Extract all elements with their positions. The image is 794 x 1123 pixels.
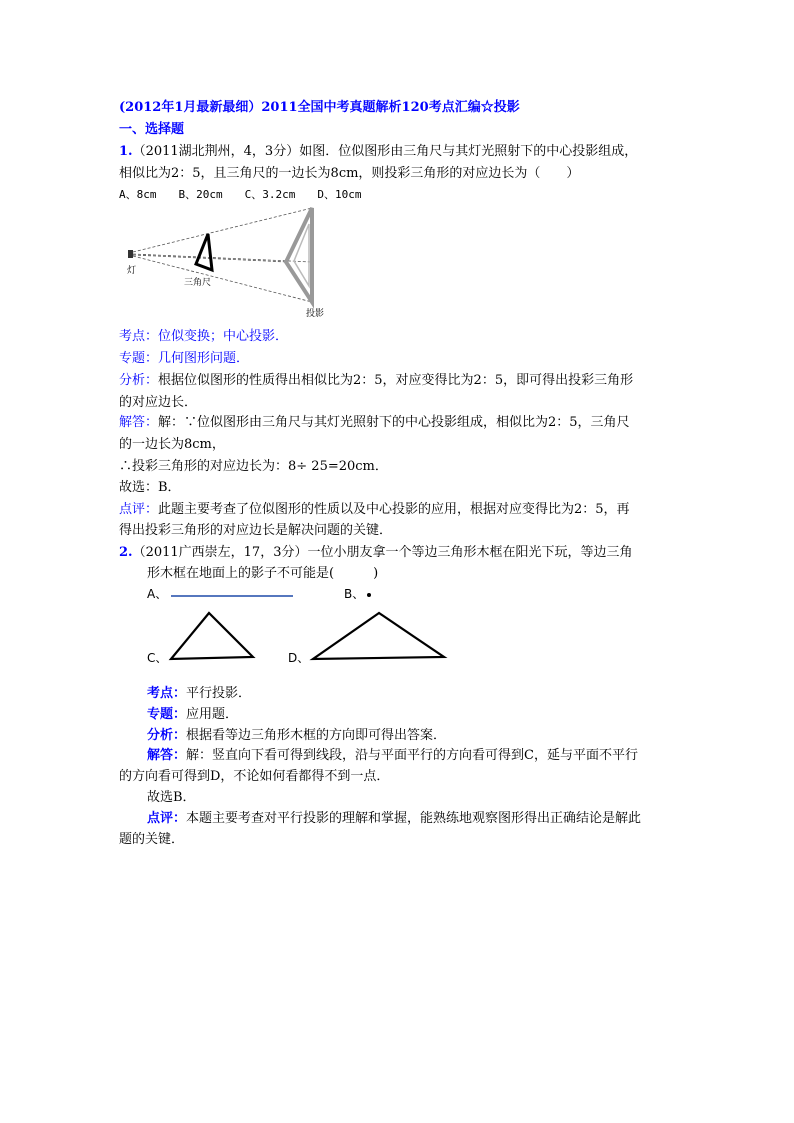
q1-jieda-3: ∴投彩三角形的对应边长为：8÷ 25=20cm． (119, 459, 388, 474)
q1-kaodian: 考点：位似变换；中心投影． (119, 329, 289, 344)
q1-fenxi: 分析：根据位似图形的性质得出相似比为2：5，对应变得比为2：5，即可得出投彩三角形 (119, 373, 634, 388)
q1-options: A、8cm B、20cm C、3.2cm D、10cm (119, 188, 362, 201)
q2-option-d-label: D、 (288, 651, 310, 665)
q1-figure (124, 204, 324, 322)
option-b-point (367, 593, 371, 597)
q2-kaodian: 考点：平行投影． (147, 686, 252, 701)
q1-number: 1. (119, 144, 133, 159)
lamp-label: 灯 (127, 266, 137, 276)
q2-jieda: 解答：解：竖直向下看可得到线段，沿与平面平行的方向看可得到C，延与平面不平行 (147, 748, 638, 763)
ruler-label: 三角尺 (184, 278, 212, 288)
q2-jieda-3: 故选B． (147, 790, 196, 805)
q1-line2: 相似比为2：5，且三角尺的一边长为8cm，则投彩三角形的对应边长为（ ） (119, 166, 580, 181)
q1-dianping-2: 得出投彩三角形的对应边长是解决问题的关键． (119, 523, 393, 538)
lamp-icon (128, 250, 133, 258)
q1-dianping: 点评：此题主要考查了位似图形的性质以及中心投影的应用，根据对应变得比为2：5，再 (119, 502, 630, 517)
shadow-label: 投影 (306, 309, 324, 319)
q2-option-b-label: B、 (344, 587, 365, 601)
q2-dianping: 点评：本题主要考查对平行投影的理解和掌握，能熟练地观察图形得出正确结论是解此 (147, 811, 642, 826)
q1-line1: 1.（2011湖北荆州，4，3分）如图．位似图形由三角尺与其灯光照射下的中心投影组成， (119, 144, 638, 159)
q2-option-a-label: A、 (147, 587, 168, 601)
projection-rays (133, 208, 312, 302)
q2-zhuanti: 专题：应用题． (147, 707, 239, 722)
q2-number: 2. (119, 545, 133, 560)
q2-fenxi: 分析：根据看等边三角形木框的方向即可得出答案． (147, 728, 447, 743)
projected-triangle (286, 208, 312, 302)
option-c-triangle (171, 613, 253, 659)
q1-jieda-2: 的一边长为8cm， (119, 437, 225, 452)
q2-option-c-label: C、 (147, 651, 168, 665)
q2-jieda-2: 的方向看可得到D，不论如何看都得不到一点． (119, 769, 390, 784)
q2-line2: 形木框在地面上的影子不可能是( ) (147, 566, 379, 581)
option-d-triangle (313, 613, 444, 659)
page-title: (2012年1月最新最细）2011全国中考真题解析120考点汇编☆投影 (119, 100, 520, 115)
triangle-ruler (196, 234, 212, 270)
q2-line1: 2.（2011广西崇左，17，3分）一位小朋友拿一个等边三角形木框在阳光下玩，等边三角 (119, 545, 633, 560)
q1-jieda-4: 故选：B． (119, 480, 181, 495)
q1-fenxi-cont: 的对应边长． (119, 395, 198, 410)
q1-zhuanti: 专题：几何图形问题． (119, 351, 250, 366)
q1-jieda: 解答：解：∵位似图形由三角尺与其灯光照射下的中心投影组成，相似比为2：5，三角尺 (119, 415, 630, 430)
q2-options-figure (160, 590, 460, 670)
q2-dianping-2: 题的关键． (119, 832, 185, 847)
section-heading: 一、选择题 (119, 122, 185, 137)
